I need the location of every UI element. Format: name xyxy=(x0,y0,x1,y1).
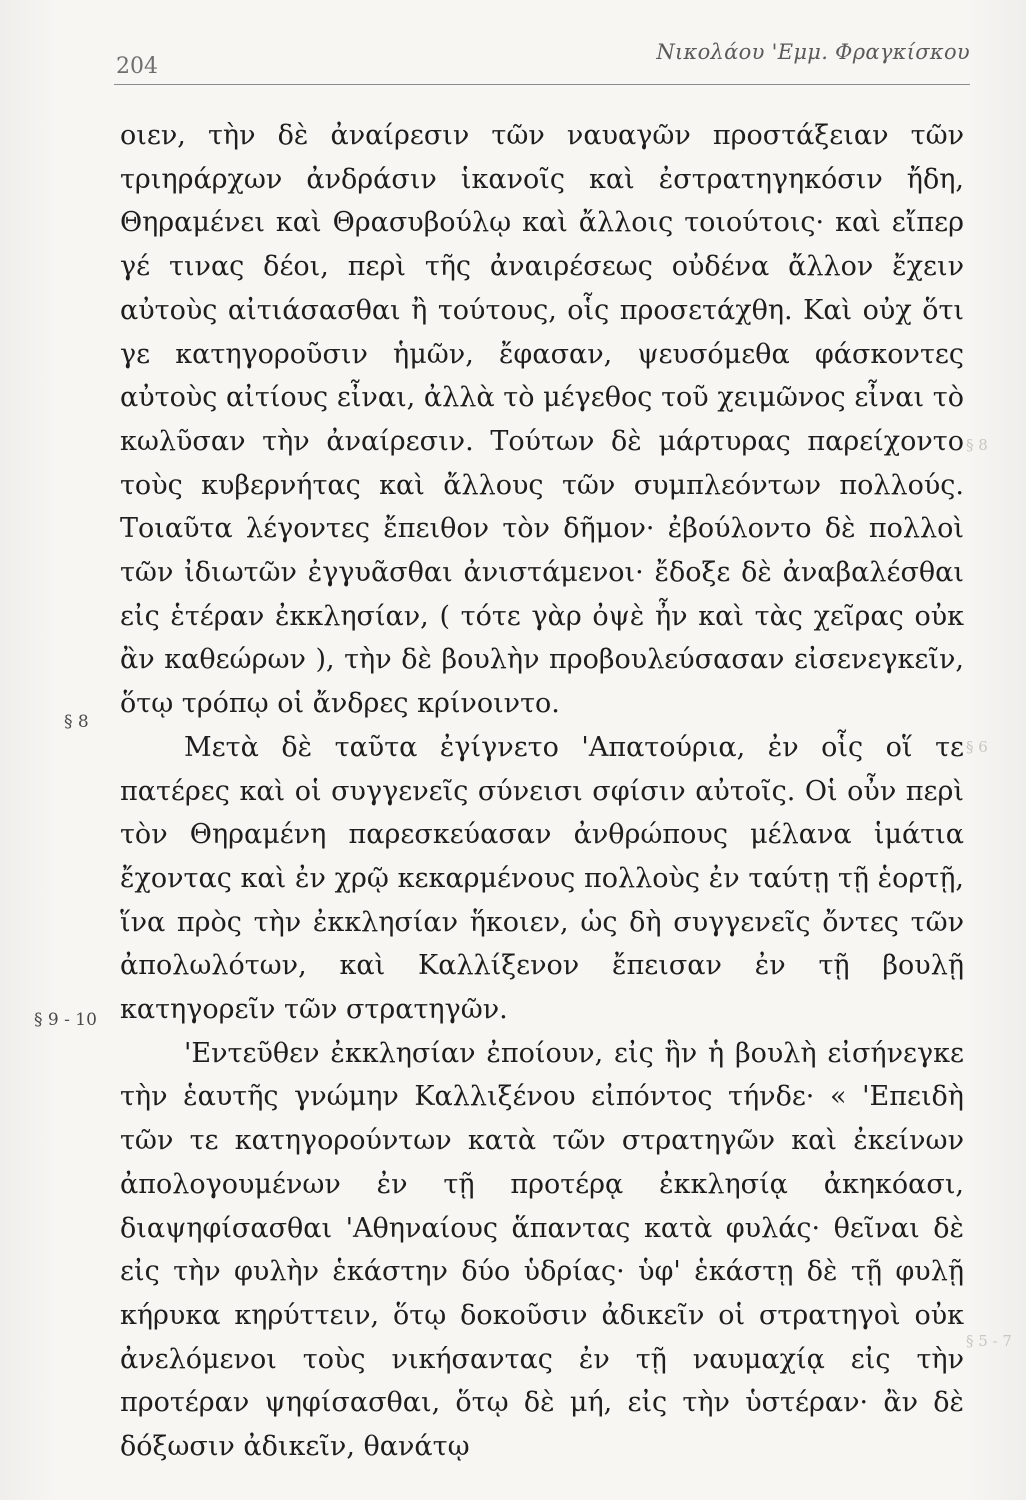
bleed-through-mark: § 5 - 7 xyxy=(966,1332,1012,1350)
paragraph-1: οιεν, τὴν δὲ ἀναίρεσιν τῶν ναυαγῶν προστάξειαν τῶν τριηράρχων ἀνδράσιν ἱκανοῖς καὶ ἐστρατηγηκόσιν ἤδη, Θηραμένει καὶ Θρασυβούλῳ καὶ ἄλλοις τοιούτοις· καὶ εἴπερ γέ τινας δέοι, περὶ τῆς ἀναιρέσεως οὐδένα ἄλλον ἔχειν αὐτοὺς αἰτιάσασθαι ἢ τούτους, οἷς προσετάχθη. Καὶ οὐχ ὅτι γε κατηγοροῦσιν ἡμῶν, ἔφασαν, ψευσόμεθα φάσκοντες αὐτοὺς αἰτίους εἶναι, ἀλλὰ τὸ μέγεθος τοῦ χειμῶνος εἶναι τὸ κωλῦσαν τὴν ἀναίρεσιν. Τούτων δὲ μάρτυρας παρείχοντο τοὺς κυβερνήτας καὶ ἄλλους τῶν συμπλεόντων πολλούς. Τοιαῦτα λέγοντες ἔπειθον τὸν δῆμον· ἐβούλοντο δὲ πολλοὶ τῶν ἰδιωτῶν ἐγγυᾶσθαι ἀνιστάμενοι· ἔδοξε δὲ ἀναβαλέσθαι εἰς ἑτέραν ἐκκλησίαν, ( τότε γὰρ ὀψὲ ἦν καὶ τὰς χεῖρας οὐκ ἂν καθεώρων ), τὴν δὲ βουλὴν προβουλεύσασαν εἰσενεγκεῖν, ὅτῳ τρόπῳ οἱ ἄνδρες κρίνοιντο. xyxy=(120,120,964,720)
running-head: Νικολάου 'Εμμ. Φραγκίσκου xyxy=(656,40,970,64)
page-number: 204 xyxy=(116,54,158,79)
header-rule xyxy=(114,84,970,85)
bleed-through-mark: § 6 xyxy=(966,738,988,756)
margin-section-mark-8: § 8 xyxy=(64,712,89,732)
paragraph-section-9-10: 'Εντεῦθεν ἐκκλησίαν ἐποίουν, εἰς ἣν ἡ βουλὴ εἰσήνεγκε τὴν ἑαυτῆς γνώμην Καλλιξένου εἰπόντος τήνδε· « 'Επειδὴ τῶν τε κατηγορούντων κατὰ τῶν στρατηγῶν καὶ ἐκείνων ἀπολογουμένων ἐν τῇ προτέρᾳ ἐκκλησίᾳ ἀκηκόασι, διαψηφίσασθαι 'Αθηναίους ἅπαντας κατὰ φυλάς· θεῖναι δὲ εἰς τὴν φυλὴν ἑκάστην δύο ὑδρίας· ὑφ' ἑκάστῃ δὲ τῇ φυλῇ κήρυκα κηρύττειν, ὅτῳ δοκοῦσιν ἀδικεῖν οἱ στρατηγοὶ οὐκ ἀνελόμενοι τοὺς νικήσαντας ἐν τῇ ναυμαχίᾳ εἰς τὴν προτέραν ψηφίσασθαι, ὅτῳ δὲ μή, εἰς τὴν ὑστέραν· ἂν δὲ δόξωσιν ἀδικεῖν, θανάτῳ xyxy=(120,1037,964,1463)
bleed-through-mark: § 8 xyxy=(966,436,988,454)
margin-section-mark-9-10: § 9 - 10 xyxy=(34,1010,97,1030)
body-text xyxy=(120,114,964,1469)
paragraph-section-8: Μετὰ δὲ ταῦτα ἐγίγνετο 'Απατούρια, ἐν οἷς οἵ τε πατέρες καὶ οἱ συγγενεῖς σύνεισι σφίσιν αὐτοῖς. Οἱ οὖν περὶ τὸν Θηραμένη παρεσκεύασαν ἀνθρώπους μέλανα ἱμάτια ἔχοντας καὶ ἐν χρῷ κεκαρμένους πολλοὺς ἐν ταύτῃ τῇ ἑορτῇ, ἵνα πρὸς τὴν ἐκκλησίαν ἥκοιεν, ὡς δὴ συγγενεῖς ὄντες τῶν ἀπολωλότων, καὶ Καλλίξενον ἔπεισαν ἐν τῇ βουλῇ κατηγορεῖν τῶν στρατηγῶν. xyxy=(120,731,964,1026)
